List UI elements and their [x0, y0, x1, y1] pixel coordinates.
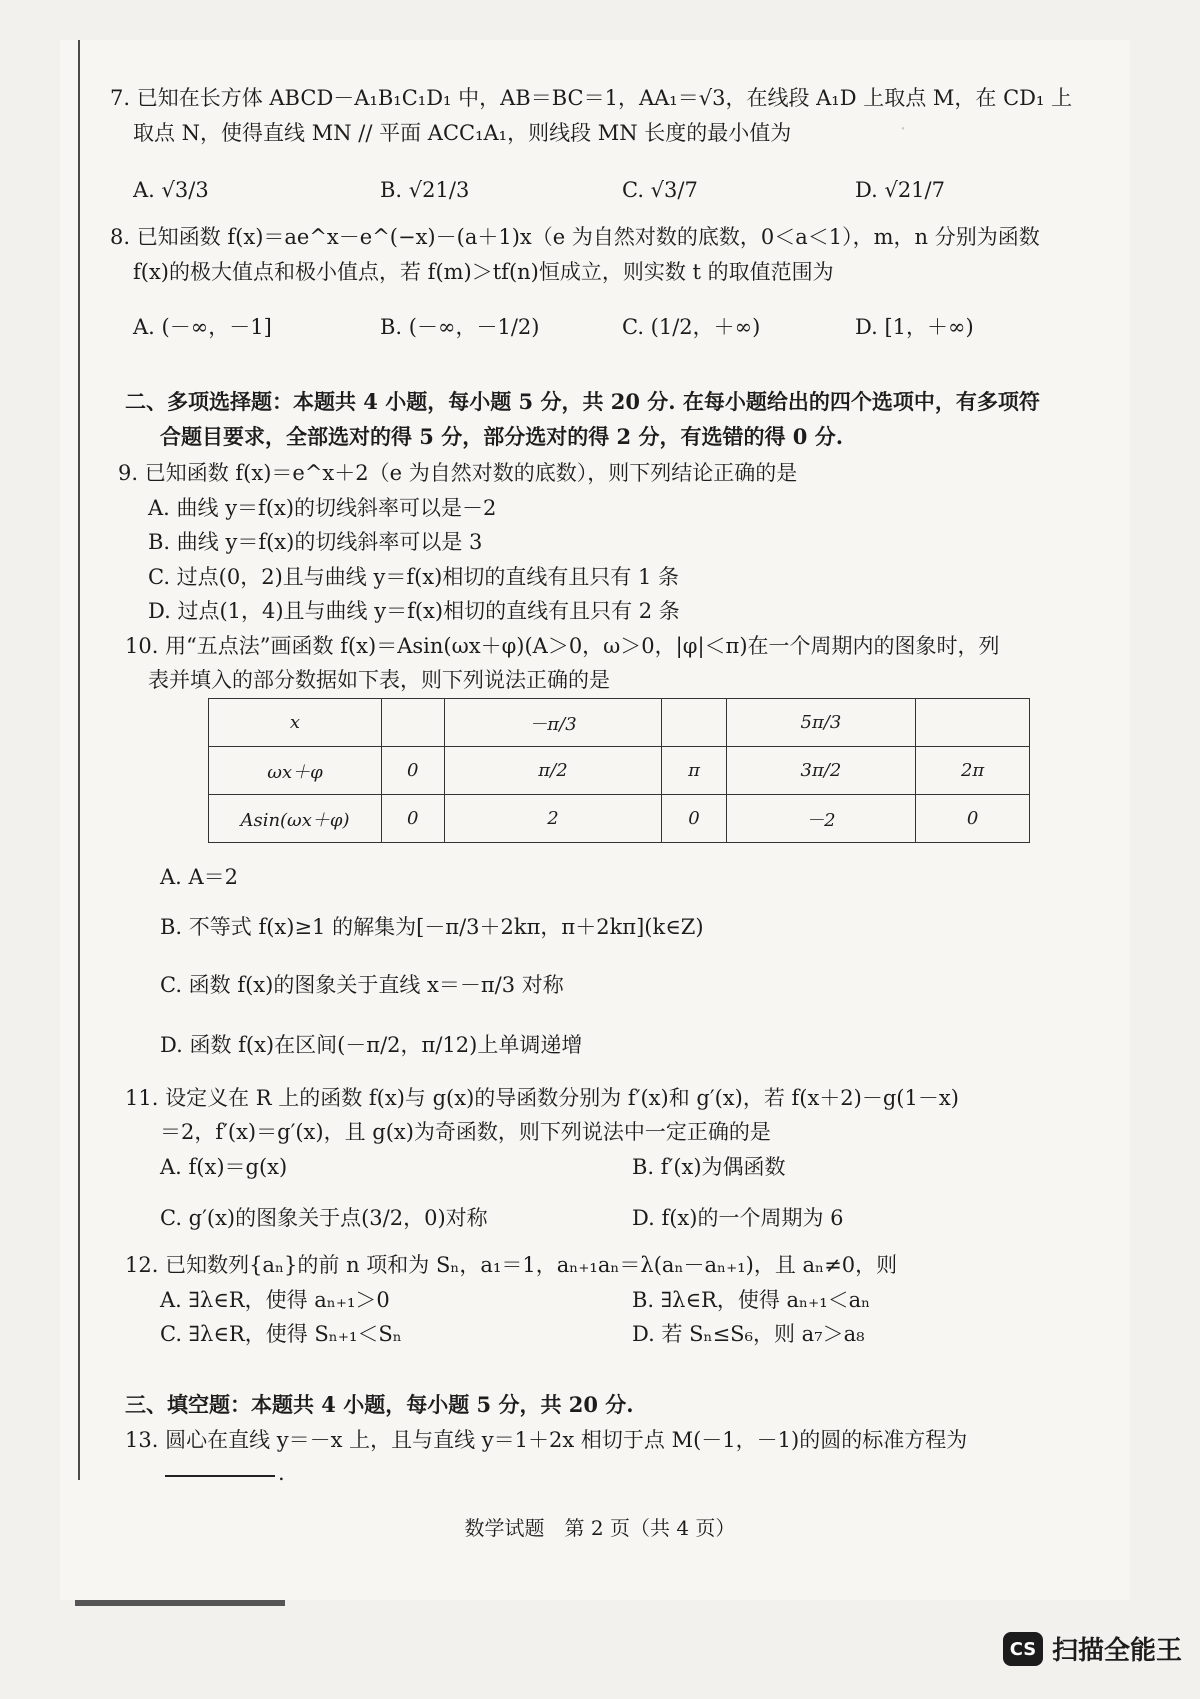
camscanner-logo-icon: CS — [1003, 1632, 1043, 1666]
q12-stem: 12. 已知数列{aₙ}的前 n 项和为 Sₙ，a₁＝1，aₙ₊₁aₙ＝λ(aₙ－aₙ₊₁)，且 aₙ≠0，则 — [125, 1253, 898, 1277]
q11-stem-line2: ＝2，f′(x)＝g′(x)，且 g(x)为奇函数，则下列说法中一定正确的是 — [160, 1120, 771, 1144]
table-row — [209, 747, 1030, 795]
q9-option-a: A. 曲线 y＝f(x)的切线斜率可以是－2 — [148, 496, 497, 520]
q9-option-c: C. 过点(0，2)且与曲线 y＝f(x)相切的直线有且只有 1 条 — [148, 565, 680, 589]
q7-stem-line1: 7. 已知在长方体 ABCD－A₁B₁C₁D₁ 中，AB＝BC＝1，AA₁＝√3，在线段 A₁D 上取点 M，在 CD₁ 上 — [110, 86, 1073, 110]
table-cell: －π/3 — [444, 699, 662, 747]
q11-option-b: B. f′(x)为偶函数 — [632, 1155, 786, 1179]
q7-stem-line2: 取点 N，使得直线 MN // 平面 ACC₁A₁，则线段 MN 长度的最小值为 — [133, 121, 792, 145]
q7-option-b: B. √21/3 — [380, 178, 470, 202]
section2-heading-line2: 合题目要求，全部选对的得 5 分，部分选对的得 2 分，有选错的得 0 分. — [160, 424, 844, 449]
table-cell — [916, 699, 1030, 747]
table-row — [209, 795, 1030, 843]
section2-heading-line1: 二、多项选择题：本题共 4 小题，每小题 5 分，共 20 分. 在每小题给出的四个选项中，有多项符 — [125, 389, 1040, 414]
q11-option-d: D. f(x)的一个周期为 6 — [632, 1206, 844, 1230]
q10-stem-line2: 表并填入的部分数据如下表，则下列说法正确的是 — [148, 668, 610, 692]
q11-option-a: A. f(x)＝g(x) — [160, 1155, 288, 1179]
table-cell — [662, 699, 726, 747]
margin-rule — [78, 40, 80, 1480]
q11-stem-line1: 11. 设定义在 R 上的函数 f(x)与 g(x)的导函数分别为 f′(x)和 g′(x)，若 f(x＋2)－g(1－x) — [125, 1086, 959, 1110]
table-cell: π — [662, 747, 726, 795]
table-cell: 0 — [382, 795, 445, 843]
five-point-table — [208, 698, 1030, 843]
table-cell: 3π/2 — [726, 747, 916, 795]
q10-option-b: B. 不等式 f(x)≥1 的解集为[－π/3＋2kπ，π＋2kπ](k∈Z) — [160, 915, 704, 939]
q8-option-b: B. (－∞，－1/2) — [380, 315, 540, 339]
table-cell: Asin(ωx＋φ) — [209, 795, 382, 843]
table-cell: －2 — [726, 795, 916, 843]
q10-option-c: C. 函数 f(x)的图象关于直线 x＝－π/3 对称 — [160, 973, 564, 997]
table-cell: 2 — [444, 795, 662, 843]
table-cell: π/2 — [444, 747, 662, 795]
q10-option-a: A. A＝2 — [160, 865, 239, 889]
q10-option-d: D. 函数 f(x)在区间(－π/2，π/12)上单调递增 — [160, 1033, 583, 1057]
section3-heading: 三、填空题：本题共 4 小题，每小题 5 分，共 20 分. — [125, 1392, 634, 1417]
bleed-through-text: · — [900, 118, 907, 140]
q7-option-d: D. √21/7 — [855, 178, 945, 202]
q12-option-b: B. ∃λ∈R，使得 aₙ₊₁＜aₙ — [632, 1288, 871, 1312]
table-cell: 0 — [662, 795, 726, 843]
table-cell: ωx＋φ — [209, 747, 382, 795]
q8-option-a: A. (－∞，－1] — [133, 315, 272, 339]
q9-stem: 9. 已知函数 f(x)＝e^x＋2（e 为自然对数的底数），则下列结论正确的是 — [118, 461, 798, 485]
watermark-text: 扫描全能王 — [1052, 1636, 1183, 1666]
table-cell: x — [209, 699, 382, 747]
q8-stem-line2: f(x)的极大值点和极小值点，若 f(m)＞tf(n)恒成立，则实数 t 的取值范围为 — [133, 260, 834, 284]
table-cell: 5π/3 — [726, 699, 916, 747]
q13-stem: 13. 圆心在直线 y＝－x 上，且与直线 y＝1＋2x 相切于点 M(－1，－1)的圆的标准方程为 — [125, 1428, 968, 1452]
table-row — [209, 699, 1030, 747]
q7-option-c: C. √3/7 — [622, 178, 698, 202]
q12-option-a: A. ∃λ∈R，使得 aₙ₊₁＞0 — [160, 1288, 390, 1312]
q10-stem-line1: 10. 用“五点法”画函数 f(x)＝Asin(ωx＋φ)(A＞0，ω＞0，|φ|＜π)在一个周期内的图象时，列 — [125, 634, 1000, 658]
q9-option-b: B. 曲线 y＝f(x)的切线斜率可以是 3 — [148, 530, 483, 554]
table-cell: 2π — [916, 747, 1030, 795]
q13-period: . — [278, 1461, 285, 1485]
table-cell: 0 — [382, 747, 445, 795]
q8-option-c: C. (1/2，＋∞) — [622, 315, 761, 339]
scan-edge-shadow — [75, 1600, 285, 1606]
q12-option-c: C. ∃λ∈R，使得 Sₙ₊₁＜Sₙ — [160, 1322, 402, 1346]
answer-blank — [165, 1475, 275, 1477]
q12-option-d: D. 若 Sₙ≤S₆，则 a₇＞a₈ — [632, 1322, 865, 1346]
q11-option-c: C. g′(x)的图象关于点(3/2，0)对称 — [160, 1206, 488, 1230]
q9-option-d: D. 过点(1，4)且与曲线 y＝f(x)相切的直线有且只有 2 条 — [148, 599, 680, 623]
q8-option-d: D. [1，＋∞) — [855, 315, 974, 339]
table-cell — [382, 699, 445, 747]
page-footer: 数学试题 第 2 页（共 4 页） — [464, 1516, 736, 1540]
table-cell: 0 — [916, 795, 1030, 843]
q8-stem-line1: 8. 已知函数 f(x)＝ae^x－e^(−x)－(a＋1)x（e 为自然对数的底数，0＜a＜1），m，n 分别为函数 — [110, 225, 1040, 249]
q7-option-a: A. √3/3 — [133, 178, 209, 202]
